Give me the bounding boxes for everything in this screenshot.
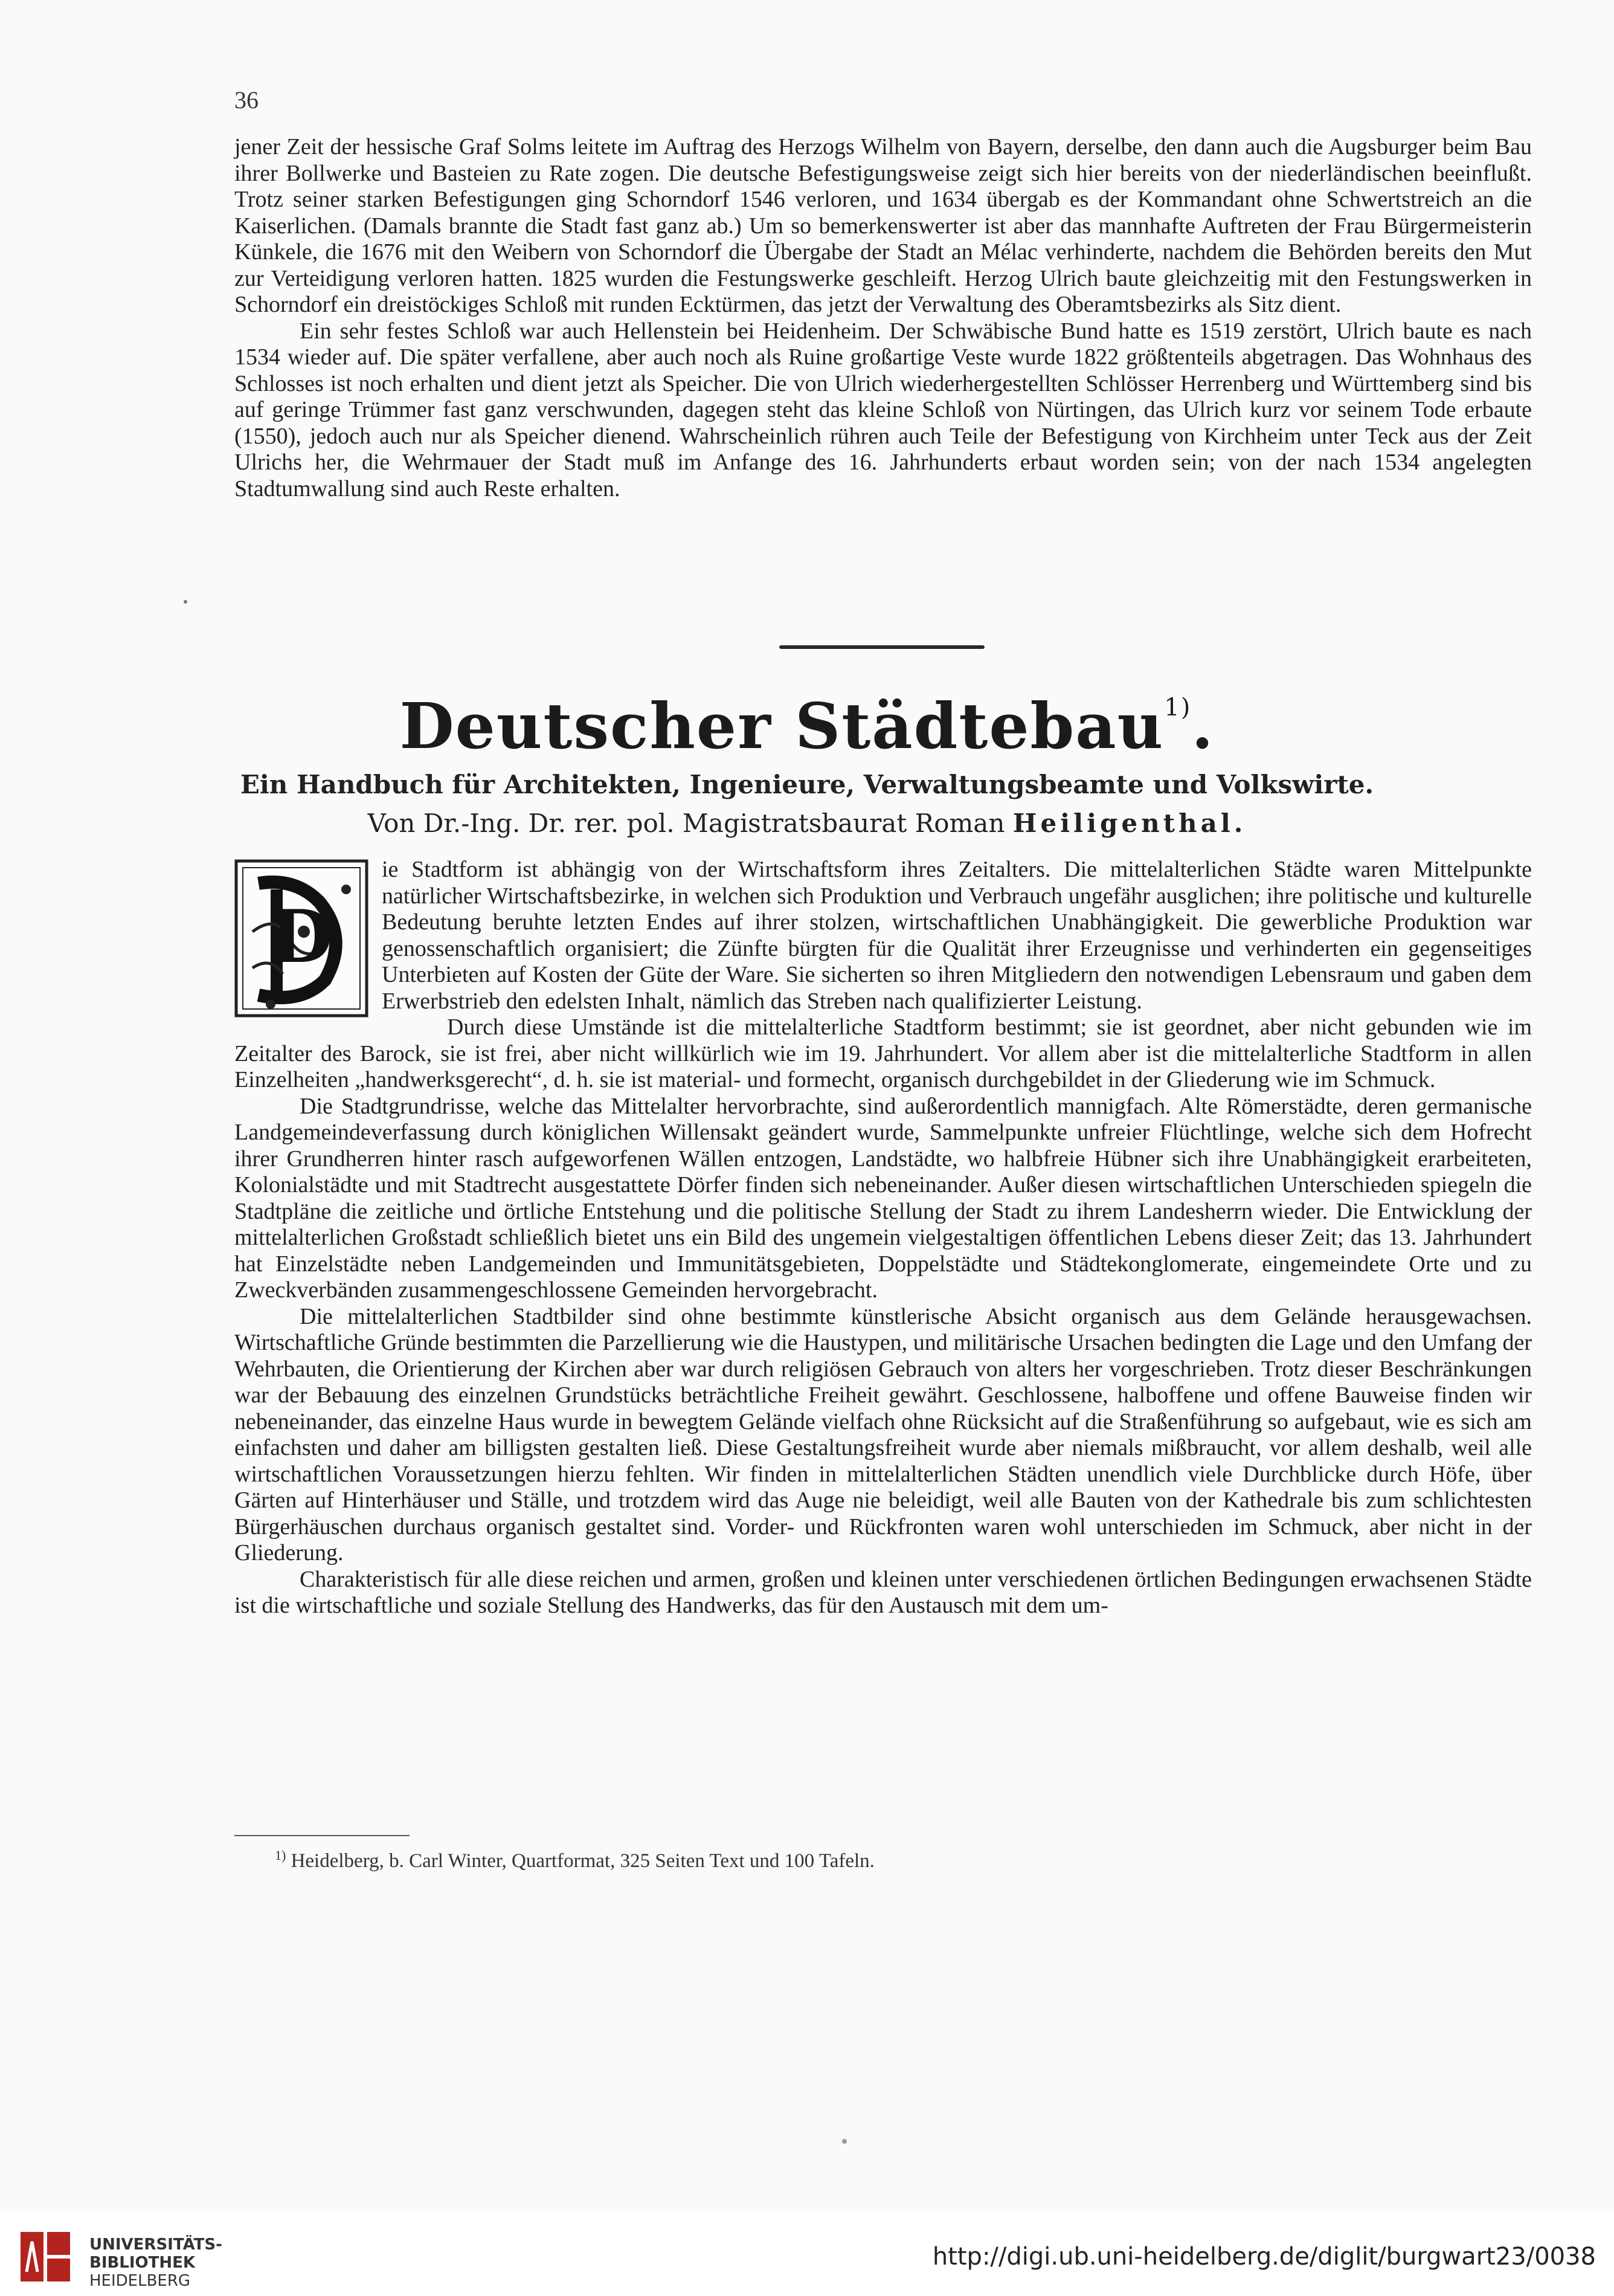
page-mark — [842, 2139, 847, 2144]
library-name-line: UNIVERSITÄTS- — [89, 2236, 222, 2254]
ornamental-initial-d-icon — [234, 859, 368, 1017]
dropcap-letter: D — [269, 894, 333, 979]
article-body — [234, 857, 1532, 1619]
footnote — [275, 1848, 875, 1872]
article-byline — [0, 808, 1614, 838]
footnote-text: Heidelberg, b. Carl Winter, Quartformat, 325 Seiten Text und 100 Tafeln. — [291, 1850, 875, 1872]
footnote-rule — [234, 1835, 410, 1836]
first-paragraph — [234, 857, 1532, 1014]
byline-author: Heiligenthal. — [1012, 808, 1247, 838]
university-library-logo-icon[interactable] — [18, 2230, 72, 2284]
page-number: 36 — [234, 86, 259, 114]
library-name[interactable] — [89, 2236, 222, 2290]
article-title-text: Deutscher Städtebau — [399, 689, 1165, 763]
title-footnote-marker: 1) — [1164, 694, 1192, 721]
article-subtitle: Ein Handbuch für Architekten, Ingenieure, Verwaltungsbeamte und Volkswirte. — [240, 770, 1374, 799]
byline-prefix: Von Dr.-Ing. Dr. rer. pol. Magistratsbaurat Roman — [367, 808, 1005, 838]
library-name-line: HEIDELBERG — [89, 2272, 191, 2290]
document-url-link[interactable]: http://digi.ub.uni-heidelberg.de/diglit/burgwart23/0038 — [932, 2243, 1596, 2271]
paragraph: Die Stadtgrundrisse, welche das Mittelalter hervorbrachte, sind außerordentlich mannigfach. Alte Römerstädte, deren germanische Landgemeindeverfassung durch königlichen Willensakt geändert wurde, Sammelpunkte unfreier Flüchtlinge, welche sich dem Hofrecht ihrer Grundherren hinter rasch aufgeworfenen Wällen entzogen, Landstädte, wo halbfreie Hübner sich ihre Unabhängigkeit erarbeiteten, Kolonialstädte und mit Stadtrecht ausgestattete Dörfer finden sich nebeneinander. Außer diesen wirtschaftlichen Unterschieden spiegeln die Stadtpläne die zeitliche und örtliche Entstehung und die politische Stellung der Stadt zu ihrem Landesherrn wieder. Die Entwicklung der mittelalterlichen Großstadt schließlich bietet uns ein Bild des ungemein vielgestaltigen öffentlichen Lebens dieser Zeit; das 13. Jahrhundert hat Einzelstädte neben Landgemeinden und Immunitätsgebieten, Doppelstädte und Städtekonglomerate, eingemeindete Orte und zu Zweckverbänden zusammengeschlossene Gemeinden hervorgebracht. — [234, 1093, 1532, 1303]
library-name-line: BIBLIOTHEK — [89, 2254, 196, 2272]
paragraph: jener Zeit der hessische Graf Solms leitete im Auftrag des Herzogs Wilhelm von Bayern, derselbe, den dann auch die Augsburger beim Bau ihrer Bollwerke und Basteien zu Rate zogen. Die deutsche Befestigungsweise zeigt sich hier bereits von der niederländischen beeinflußt. Trotz seiner starken Befestigungen ging Schorndorf 1546 verloren, und 1634 übergab es der Kommandant ohne Schwertstreich an die Kaiserlichen. (Damals brannte die Stadt fast ganz ab.) Um so bemerkenswerter ist aber das mannhafte Auftreten der Frau Bürgermeisterin Künkele, die 1676 mit den Weibern von Schorndorf die Übergabe der Stadt an Mélac verhinderte, nachdem die Behörden bereits den Mut zur Verteidigung verloren hatten. 1825 wurden die Festungswerke geschleift. Herzog Ulrich baute gleichzeitig mit den Festungswerken in Schorndorf ein dreistöckiges Schloß mit runden Ecktürmen, das jetzt der Verwaltung des Oberamtsbezirks als Sitz dient. — [234, 134, 1532, 317]
paragraph: Die mittelalterlichen Stadtbilder sind ohne bestimmte künstlerische Absicht organisch aus dem Gelände herausgewachsen. Wirtschaftliche Gründe bestimmten die Parzellierung wie die Haustypen, und militärische Ursachen bedingten die Lage und den Umfang der Wehrbauten, die Orientierung der Kirchen aber war durch religiösen Gebrauch von alters her vorgeschrieben. Trotz dieser Beschränkungen war der Bebauung des einzelnen Grundstücks beträchtliche Freiheit gewährt. Geschlossene, halboffene und offene Bauweise finden wir nebeneinander, das einzelne Haus wurde in bewegtem Gelände vielfach ohne Rücksicht auf die Straßenführung so aufgebaut, wie es sich am einfachsten und daher am billigsten gestalten ließ. Diese Gestaltungsfreiheit wurde aber niemals mißbraucht, vor allem deshalb, weil alle wirtschaftlichen Voraussetzungen hierzu fehlten. Wir finden in mittelalterlichen Städten unendlich viele Durchblicke durch Höfe, über Gärten auf Hinterhäuser und Ställe, und trotzdem wird das Auge nie beleidigt, weil alle Bauten von der Kathedrale bis zum schlichtesten Bürgerhäuschen durchaus organisch gestaltet sind. Vorder- und Rückfronten waren wohl unterschieden im Schmuck, aber nicht in der Gliederung. — [234, 1303, 1532, 1566]
margin-mark — [184, 600, 187, 604]
paragraph: Ein sehr festes Schloß war auch Hellenstein bei Heidenheim. Der Schwäbische Bund hatte es 1519 zerstört, Ulrich baute es nach 1534 wieder auf. Die später verfallene, aber auch noch als Ruine großartige Veste wurde 1822 größtenteils abgetragen. Das Wohnhaus des Schlosses ist noch erhalten und dient jetzt als Speicher. Die von Ulrich wiederhergestellten Schlösser Herrenberg und Württemberg sind bis auf geringe Trümmer fast ganz verschwunden, dagegen steht das kleine Schloß von Nürtingen, das Ulrich kurz vor seinem Tode erbaute (1550), jedoch auch nur als Speicher dienend. Wahrscheinlich rühren auch Teile der Befestigung von Kirchheim unter Teck aus der Zeit Ulrichs her, die Wehrmauer der Stadt muß im Anfange des 16. Jahrhunderts erbaut worden sein; von der nach 1534 angelegten Stadtumwallung sind auch Reste erhalten. — [234, 318, 1532, 501]
paragraph: Durch diese Umstände ist die mittelalterliche Stadtform bestimmt; sie ist geordnet, aber nicht gebunden wie im Zeitalter des Barock, sie ist frei, aber nicht willkürlich wie im 19. Jahrhundert. Vor allem aber ist die mittelalterliche Stadtform in allen Einzelheiten „handwerksgerecht“, d. h. sie ist material- und formecht, organisch durchgebildet in der Gliederung wie im Schmuck. — [234, 1014, 1532, 1092]
footnote-marker: 1) — [275, 1848, 286, 1863]
article-title: Deutscher Städtebau$^{1)}$. — [399, 689, 1215, 763]
paragraph: Charakteristisch für alle diese reichen und armen, großen und kleinen unter verschiedenen örtlichen Bedingungen erwachsenen Städte ist die wirtschaftliche und soziale Stellung des Handwerks, das für den Austausch mit dem um- — [234, 1566, 1532, 1618]
section-divider — [779, 645, 985, 649]
digitization-footer — [0, 2211, 1614, 2296]
first-paragraph-text: ie Stadtform ist abhängig von der Wirtschaftsform ihres Zeitalters. Die mittelalterlichen Städte waren Mittelpunkte natürlicher Wirtschaftsbezirke, in welchen sich Produktion und Verbrauch ungefähr ausglichen; ihre politische und kulturelle Bedeutung beruhte letzten Endes auf ihrer stolzen, wirtschaftlichen Unabhängigkeit. Die gewerbliche Produktion war genossenschaftlich organisiert; die Zünfte bürgten für die Qualität ihrer Erzeugnisse und verhinderten ein gegenseitiges Unterbieten auf Kosten der Güte der Ware. Sie sicherten so ihren Mitgliedern den notwendigen Lebensraum und gaben dem Erwerbstrieb den edelsten Inhalt, nämlich das Streben nach qualifizierter Leistung. — [382, 857, 1532, 1014]
previous-article-text — [234, 134, 1532, 502]
